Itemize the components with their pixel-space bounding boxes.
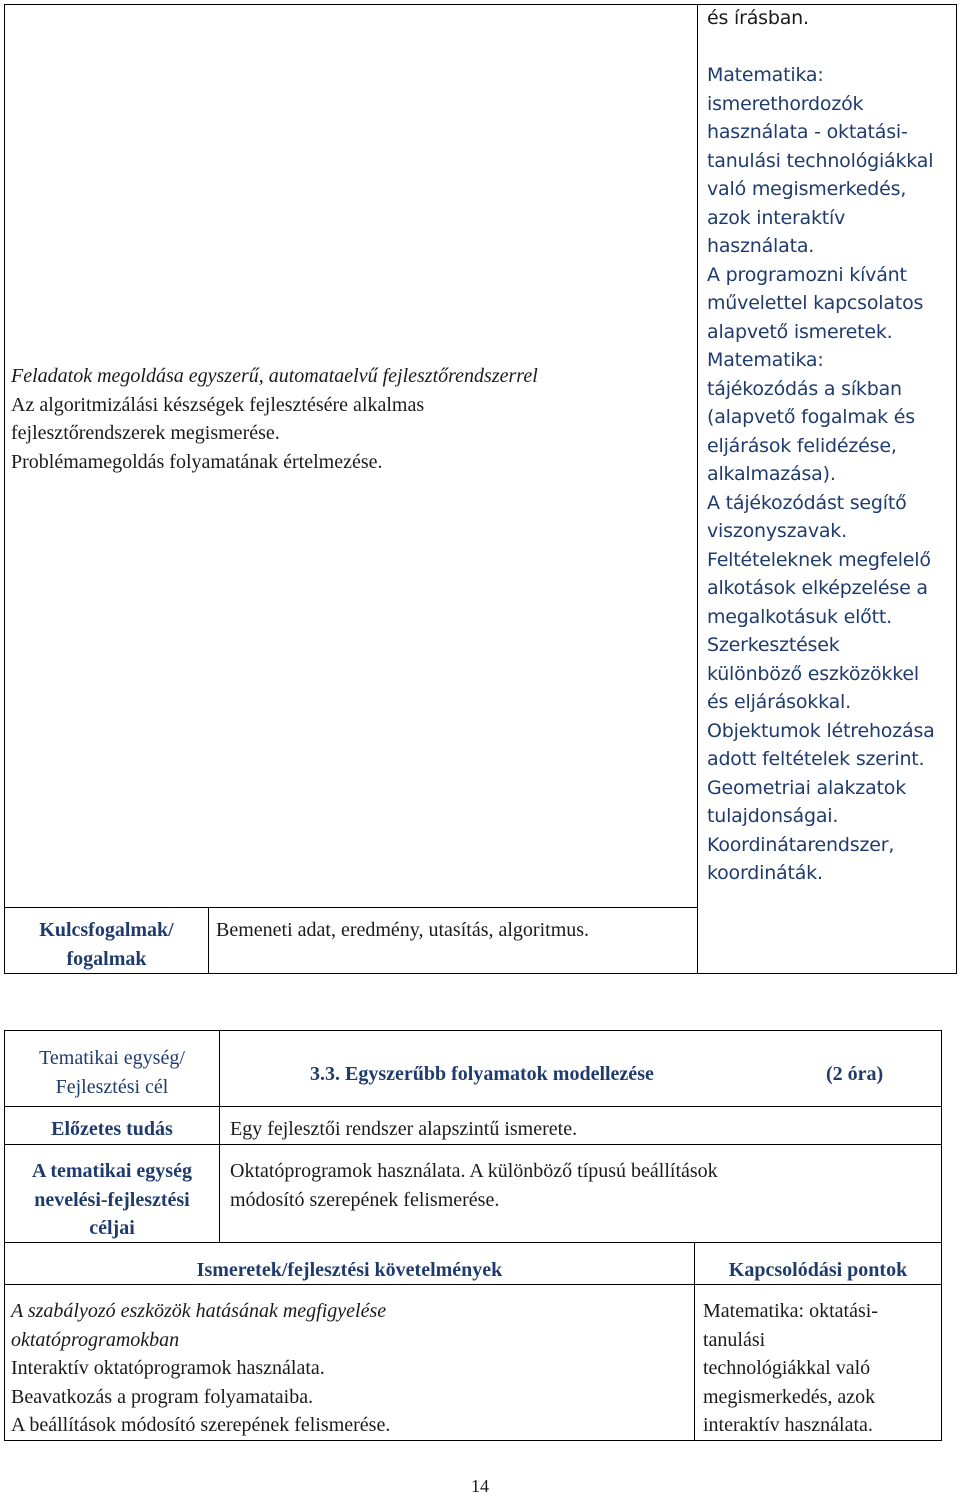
t1-col-divider [697,4,698,974]
body-ismeretek [11,1297,691,1440]
right-line: A programozni kívánt [707,263,907,286]
right-line: és írásban. [707,7,809,29]
t2-row1-bottom [4,1106,942,1107]
right-line: Matematika: [707,64,824,86]
right-line: művelettel kapcsolatos [707,292,924,314]
body-left-line: A beállítások módosító szerepének felismerése. [11,1414,391,1436]
celjai-value-line: módosító szerepének felismerése. [230,1188,500,1211]
kulcsfogalmak-value: Bemeneti adat, eredmény, utasítás, algoritmus. [216,919,590,941]
body-kapcsolodasi [703,1297,938,1440]
right-line: koordináták. [707,862,823,884]
right-line: alkalmazása). [707,463,836,485]
t1-left-block [11,362,695,476]
unit-title: 3.3. Egyszerűbb folyamatok modellezése [310,1063,654,1085]
right-line [707,33,953,62]
body-left-line: A szabályozó eszközök hatásának megfigyelése [11,1300,387,1322]
body-right-line: technológiákkal való [703,1357,871,1379]
right-line: tulajdonságai. [707,805,839,827]
right-line: ismerethordozók [707,92,864,115]
right-line: tanulási technológiákkal [707,149,934,172]
tematikai-label-line: Fejlesztési cél [55,1075,169,1098]
right-line: alapvető ismeretek. [707,320,893,343]
right-line: megalkotásuk előtt. [707,605,892,628]
body-left-line: oktatóprogramokban [11,1328,180,1351]
celjai-label-line: céljai [89,1217,135,1239]
kulcs-label-line: fogalmak [66,947,147,970]
right-line: Koordinátarendszer, [707,833,895,856]
body-right-line: megismerkedés, azok [703,1385,876,1408]
body-left-line: Beavatkozás a program folyamataiba. [11,1385,314,1408]
right-line: A tájékozódást segítő [707,491,907,514]
header-ismeretek: Ismeretek/fejlesztési követelmények [196,1259,503,1281]
t1-kulcs-divider [208,907,209,974]
celjai-label-line: nevelési-fejlesztési [34,1188,190,1211]
left-line: fejlesztőrendszerek megismerése. [11,422,280,444]
kulcs-label-line: Kulcsfogalmak/ [39,919,174,941]
t1-right-column [707,4,953,888]
header-kapcsolodasi: Kapcsolódási pontok [728,1259,908,1281]
elozetes-value: Egy fejlesztői rendszer alapszintű ismerete. [230,1118,578,1140]
t2-right-border [941,1030,942,1441]
unit-hours: (2 óra) [826,1063,884,1085]
body-left-line: Interaktív oktatóprogramok használata. [11,1357,325,1379]
t1-right-border [956,4,957,974]
t2-top-border [4,1030,942,1031]
right-line: viszonyszavak. [707,520,847,542]
tematikai-label [5,1044,219,1101]
t2-row2-bottom [4,1144,942,1145]
right-line: Feltételeknek megfelelő [707,548,931,571]
t2-label-divider [219,1030,220,1243]
left-line: Problémamegoldás folyamatának értelmezése. [11,450,383,473]
right-line: Matematika: [707,349,824,371]
t1-kulcs-top [4,907,698,908]
right-line: használata - oktatási- [707,121,908,143]
body-right-line: tanulási [703,1328,766,1351]
right-line: különböző eszközökkel [707,662,919,685]
tematikai-label-line: Tematikai egység/ [39,1047,185,1069]
right-line: (alapvető fogalmak és [707,406,915,428]
t2-bottom-border [4,1440,942,1441]
right-line: alkotások elképzelése a [707,577,928,599]
right-line: adott feltételek szerint. [707,748,925,770]
celjai-label-line: A tematikai egység [32,1160,192,1182]
left-line: Feladatok megoldása egyszerű, automataelvű fejlesztőrendszerrel [11,365,538,387]
right-line: való megismerkedés, [707,178,907,200]
body-right-line: Matematika: oktatási- [703,1300,878,1322]
right-line: eljárások felidézése, [707,434,897,457]
celjai-value [230,1157,935,1214]
right-line: Objektumok létrehozása [707,719,935,742]
t1-bottom-border [4,973,957,974]
kulcsfogalmak-label [5,916,208,973]
right-line: tájékozódás a síkban [707,377,902,400]
right-line: használata. [707,235,815,257]
celjai-label [5,1157,219,1243]
t1-left-border [4,4,5,974]
celjai-value-line: Oktatóprogramok használata. A különböző típusú beállítások [230,1160,718,1182]
body-right-line: interaktív használata. [703,1414,873,1436]
right-line: és eljárásokkal. [707,691,851,713]
right-line: azok interaktív [707,206,846,229]
left-line: Az algoritmizálási készségek fejlesztésére alkalmas [11,393,425,416]
page-number: 14 [471,1476,489,1496]
elozetes-label: Előzetes tudás [51,1118,173,1140]
right-line: Szerkesztések [707,634,840,656]
right-line: Geometriai alakzatok [707,776,906,799]
